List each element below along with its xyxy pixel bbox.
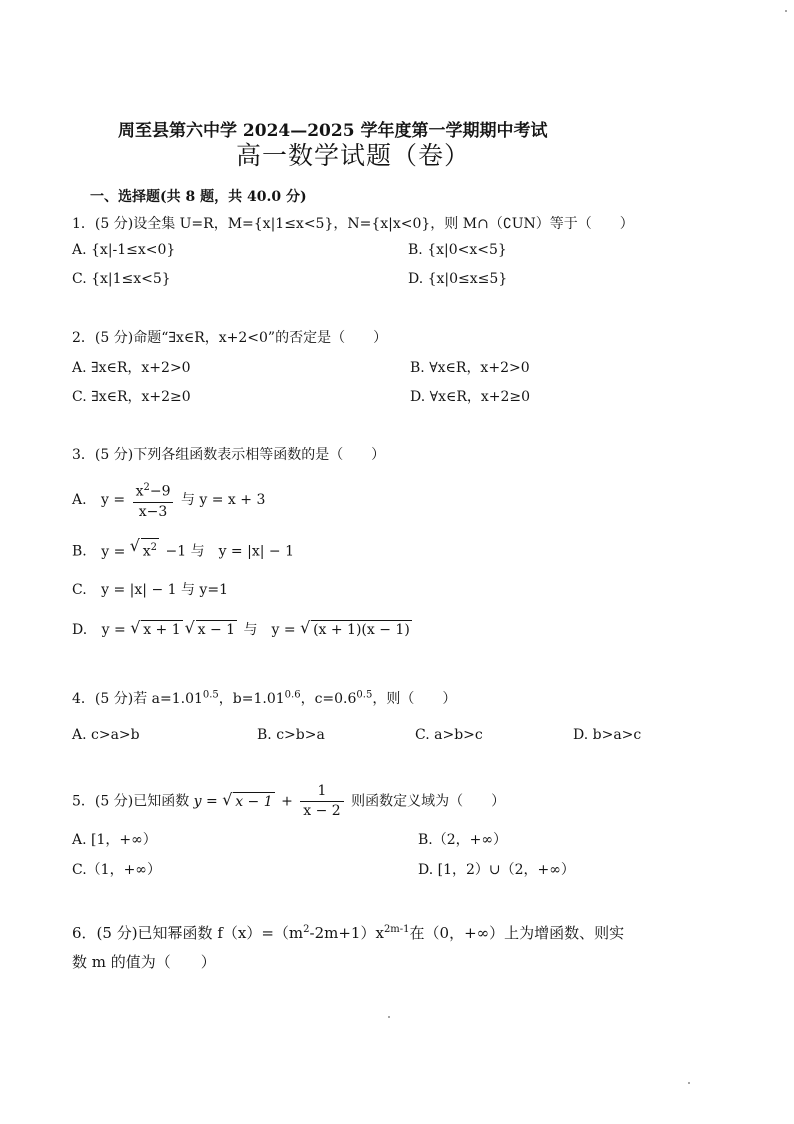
option-a-fraction (133, 478, 174, 522)
option-d-radical-2: √ x − 1 (185, 620, 237, 639)
question-3-option-d (72, 619, 414, 639)
exam-school-title: 周至县第六中学 2024—2025 学年度第一学期期中考试 (118, 121, 548, 141)
option-a-numerator-rest: −9 (149, 483, 171, 500)
question-5-option-d: D. [1，2）∪（2，+∞） (418, 862, 575, 878)
option-b-radical-exp: 2 (150, 542, 158, 553)
question-2-option-a: A. ∃x∈R，x+2>0 (72, 360, 191, 376)
option-a-denominator: x−3 (138, 503, 168, 520)
question-4-option-c: C. a>b>c (415, 727, 483, 743)
m-exponent: 2 (303, 924, 310, 935)
option-a-rest: 与 y = x + 3 (180, 491, 266, 508)
option-b-radical-base: x (142, 543, 151, 560)
q5-numerator: 1 (300, 782, 343, 802)
option-d-radical-1: √ x + 1 (130, 620, 182, 639)
scan-speck (388, 1016, 390, 1018)
question-4-option-d: D. b>a>c (573, 727, 642, 743)
x-exponent: 2m-1 (383, 924, 410, 935)
question-5-option-a: A. [1，+∞） (72, 832, 157, 848)
q5-fraction (300, 782, 343, 821)
option-a-numerator-base: x (135, 483, 144, 500)
question-5-option-b: B.（2，+∞） (418, 832, 508, 848)
question-3-stem: 3．(5 分)下列各组函数表示相等函数的是（ ） (72, 447, 386, 463)
option-d-radical-3: √ (x + 1)(x − 1) (300, 620, 412, 639)
scan-speck (688, 1082, 690, 1084)
question-2-option-d: D. ∀x∈R，x+2≥0 (410, 389, 531, 405)
question-1-option-b: B. {x|0<x<5} (408, 242, 507, 258)
question-3-option-b (72, 538, 294, 561)
option-a-label: A. (72, 491, 87, 508)
question-6-stem: 6．(5 分)已知幂函数 $f(x)=(m^2-2m+1)x^{2m-1}$在（0，+∞）上为增函数、则实 (72, 924, 625, 942)
exam-paper-title: 高一数学试题（卷） (236, 141, 471, 170)
question-2-stem: 2．(5 分)命题“∃x∈R，x+2<0”的否定是（ ） (72, 330, 388, 346)
option-d-y: y = (101, 622, 126, 638)
question-1-stem: 1．(5 分)设全集 U=R，M={x|1≤x<5}，N={x|x<0}，则 M∩（∁UN）等于（ ） (72, 216, 634, 232)
option-c-text: y = |x| − 1 与 y=1 (101, 582, 228, 598)
question-1-option-d: D. {x|0≤x≤5} (408, 271, 508, 287)
option-b-radical (130, 538, 159, 561)
scan-speck (785, 10, 787, 12)
q5-plus: + (281, 793, 293, 810)
question-1-option-a: A. {x|-1≤x<0} (72, 242, 176, 258)
b-exponent: 0.6 (284, 689, 301, 701)
question-4-stem: 4．(5 分)若 $a=1.01^{0.5}$，$b=1.01^{0.6}$，$c=0.6^{0.5}$，则（ ） (72, 689, 457, 707)
c-exponent: 0.5 (356, 689, 373, 701)
option-b-y: y = (101, 543, 126, 560)
question-3-option-c (72, 579, 228, 599)
q5-denominator: x − 2 (303, 803, 341, 819)
a-exponent: 0.5 (202, 689, 219, 701)
q5-radical: √ x − 1 (222, 792, 274, 811)
question-2-option-c: C. ∃x∈R，x+2≥0 (72, 389, 191, 405)
option-c-label: C. (72, 582, 87, 598)
question-5-stem: 5．(5 分)已知函数 y = √ x − 1 + $\frac{1}{x - 2}$ 则函数定义域为（ ） (72, 782, 505, 821)
option-d-mid: 与 y = (243, 622, 296, 638)
option-d-label: D. (72, 622, 88, 638)
question-2-option-b: B. ∀x∈R，x+2>0 (410, 360, 530, 376)
question-6-stem-line-2: 数 m 的值为（ ） (72, 953, 216, 971)
question-5-option-c: C.（1，+∞） (72, 862, 161, 878)
option-a-numerator-exp: 2 (143, 482, 150, 493)
function-y: y = (193, 793, 218, 810)
option-b-label: B. (72, 543, 87, 560)
question-4-option-a: A. c>a>b (72, 727, 140, 743)
option-a-y: y = (101, 491, 126, 508)
question-1-option-c: C. {x|1≤x<5} (72, 271, 171, 287)
question-3-option-a (72, 478, 265, 522)
option-b-rest: −1 与 y = |x| − 1 (165, 543, 294, 560)
section-title: 一、选择题(共 8 题，共 40.0 分) (90, 189, 307, 205)
question-4-option-b: B. c>b>a (257, 727, 325, 743)
